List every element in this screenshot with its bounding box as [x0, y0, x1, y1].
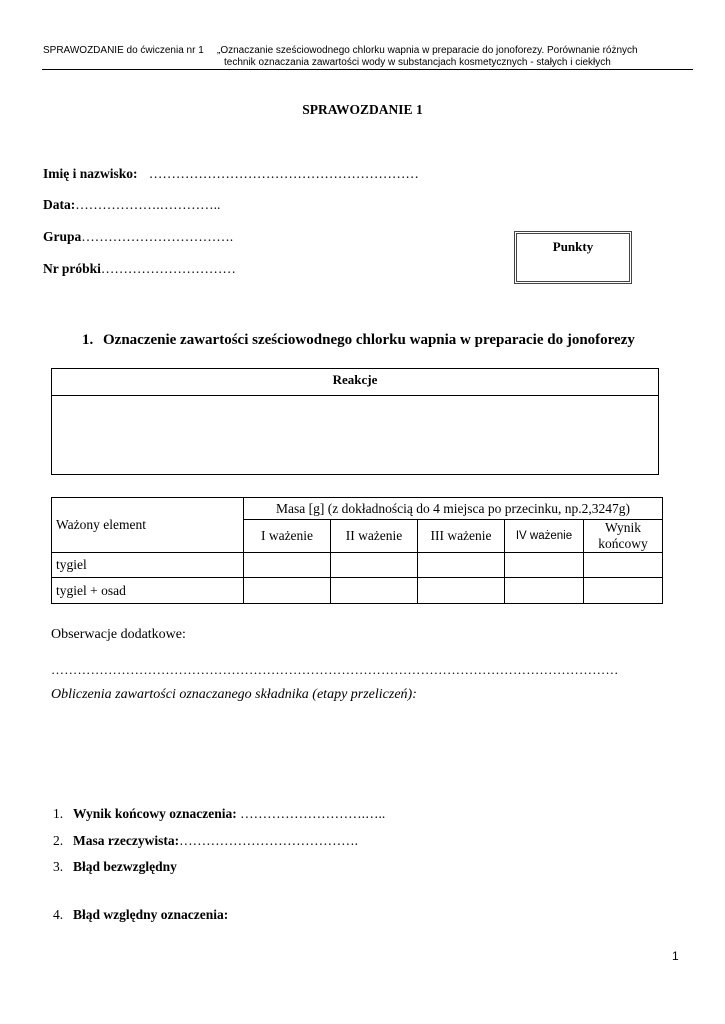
col-header-weighing-2: II ważenie [331, 520, 418, 553]
sample-dots: ………………………… [100, 261, 236, 276]
col-header-final-result: Wynik końcowy [584, 520, 663, 553]
reactions-header: Reakcje [52, 369, 658, 396]
mass-cell[interactable] [505, 553, 584, 578]
mass-cell[interactable] [244, 553, 331, 578]
mass-cell[interactable] [331, 553, 418, 578]
observations-dots[interactable]: ………………………………………………………………………………………………………………… [51, 662, 619, 677]
date-label: Data: [43, 197, 76, 212]
section-1-title: Oznaczenie zawartości sześciowodnego chlorku wapnia w preparacie do jonoforezy [103, 332, 635, 348]
table-row [52, 578, 663, 604]
running-header [43, 45, 204, 57]
group-dots: ……………………………. [81, 229, 234, 244]
sample-number-field[interactable] [43, 261, 236, 277]
mass-cell[interactable] [418, 578, 505, 604]
result-item-absolute-error[interactable] [53, 859, 177, 875]
row-label-crucible-precipitate: tygiel + osad [52, 578, 244, 604]
name-dots: …………………………………………………… [148, 166, 419, 181]
col-header-weighing-3: III ważenie [418, 520, 505, 553]
result-label: Masa rzeczywista: [73, 833, 180, 848]
mass-cell[interactable] [418, 553, 505, 578]
observations-label: Obserwacje dodatkowe: [51, 627, 186, 642]
result-dots: …………………………………. [179, 833, 358, 848]
header-divider [42, 69, 693, 70]
header-right-line1: „Oznaczanie sześciowodnego chlorku wapnia w preparacie do jonoforezy. Porównanie różnych [217, 45, 638, 56]
result-item-relative-error[interactable] [53, 907, 228, 923]
result-label: Wynik końcowy oznaczenia: [73, 806, 237, 821]
sample-label: Nr próbki [43, 261, 101, 276]
result-number: 4. [53, 907, 64, 922]
result-label: Błąd względny oznaczenia: [73, 907, 229, 922]
mass-cell[interactable] [584, 553, 663, 578]
mass-cell[interactable] [505, 578, 584, 604]
page-title: SPRAWOZDANIE 1 [302, 102, 423, 117]
date-field[interactable] [43, 197, 220, 213]
calculations-label: Obliczenia zawartości oznaczanego składnika (etapy przeliczeń): [51, 687, 417, 702]
name-label: Imię i nazwisko: [43, 166, 138, 181]
col-header-weighing-1: I ważenie [244, 520, 331, 553]
result-number: 3. [53, 859, 64, 874]
points-label: Punkty [552, 239, 594, 254]
mass-cell[interactable] [584, 578, 663, 604]
mass-group-header: Masa [g] (z dokładnością do 4 miejsca po przecinku, np.2,3247g) [244, 498, 663, 520]
points-box[interactable] [514, 231, 632, 284]
group-label: Grupa [43, 229, 82, 244]
result-number: 1. [53, 806, 64, 821]
result-item-real-mass[interactable] [53, 833, 358, 849]
mass-cell[interactable] [244, 578, 331, 604]
mass-cell[interactable] [331, 578, 418, 604]
reactions-answer-cell[interactable] [52, 396, 658, 475]
section-1-number: 1. [82, 332, 94, 348]
result-dots: ……………………….….. [236, 806, 386, 821]
row-label-crucible: tygiel [52, 553, 244, 578]
header-left-text: SPRAWOZDANIE do ćwiczenia nr 1 [43, 45, 204, 56]
section-1-heading [82, 332, 635, 349]
reactions-table [51, 368, 659, 475]
result-number: 2. [53, 833, 64, 848]
result-item-final[interactable] [53, 806, 385, 822]
weighed-element-header: Ważony element [52, 498, 244, 553]
table-row [52, 553, 663, 578]
header-right-line2: technik oznaczania zawartości wody w substancjach kosmetycznych - stałych i ciekłych [224, 57, 611, 68]
group-field[interactable] [43, 229, 233, 245]
date-dots: ……………….………….. [75, 197, 221, 212]
result-label: Błąd bezwzględny [73, 859, 177, 874]
col-header-weighing-4: IV ważenie [505, 520, 584, 553]
name-field[interactable] [43, 166, 419, 182]
mass-table [51, 497, 663, 604]
page-number: 1 [672, 949, 679, 963]
